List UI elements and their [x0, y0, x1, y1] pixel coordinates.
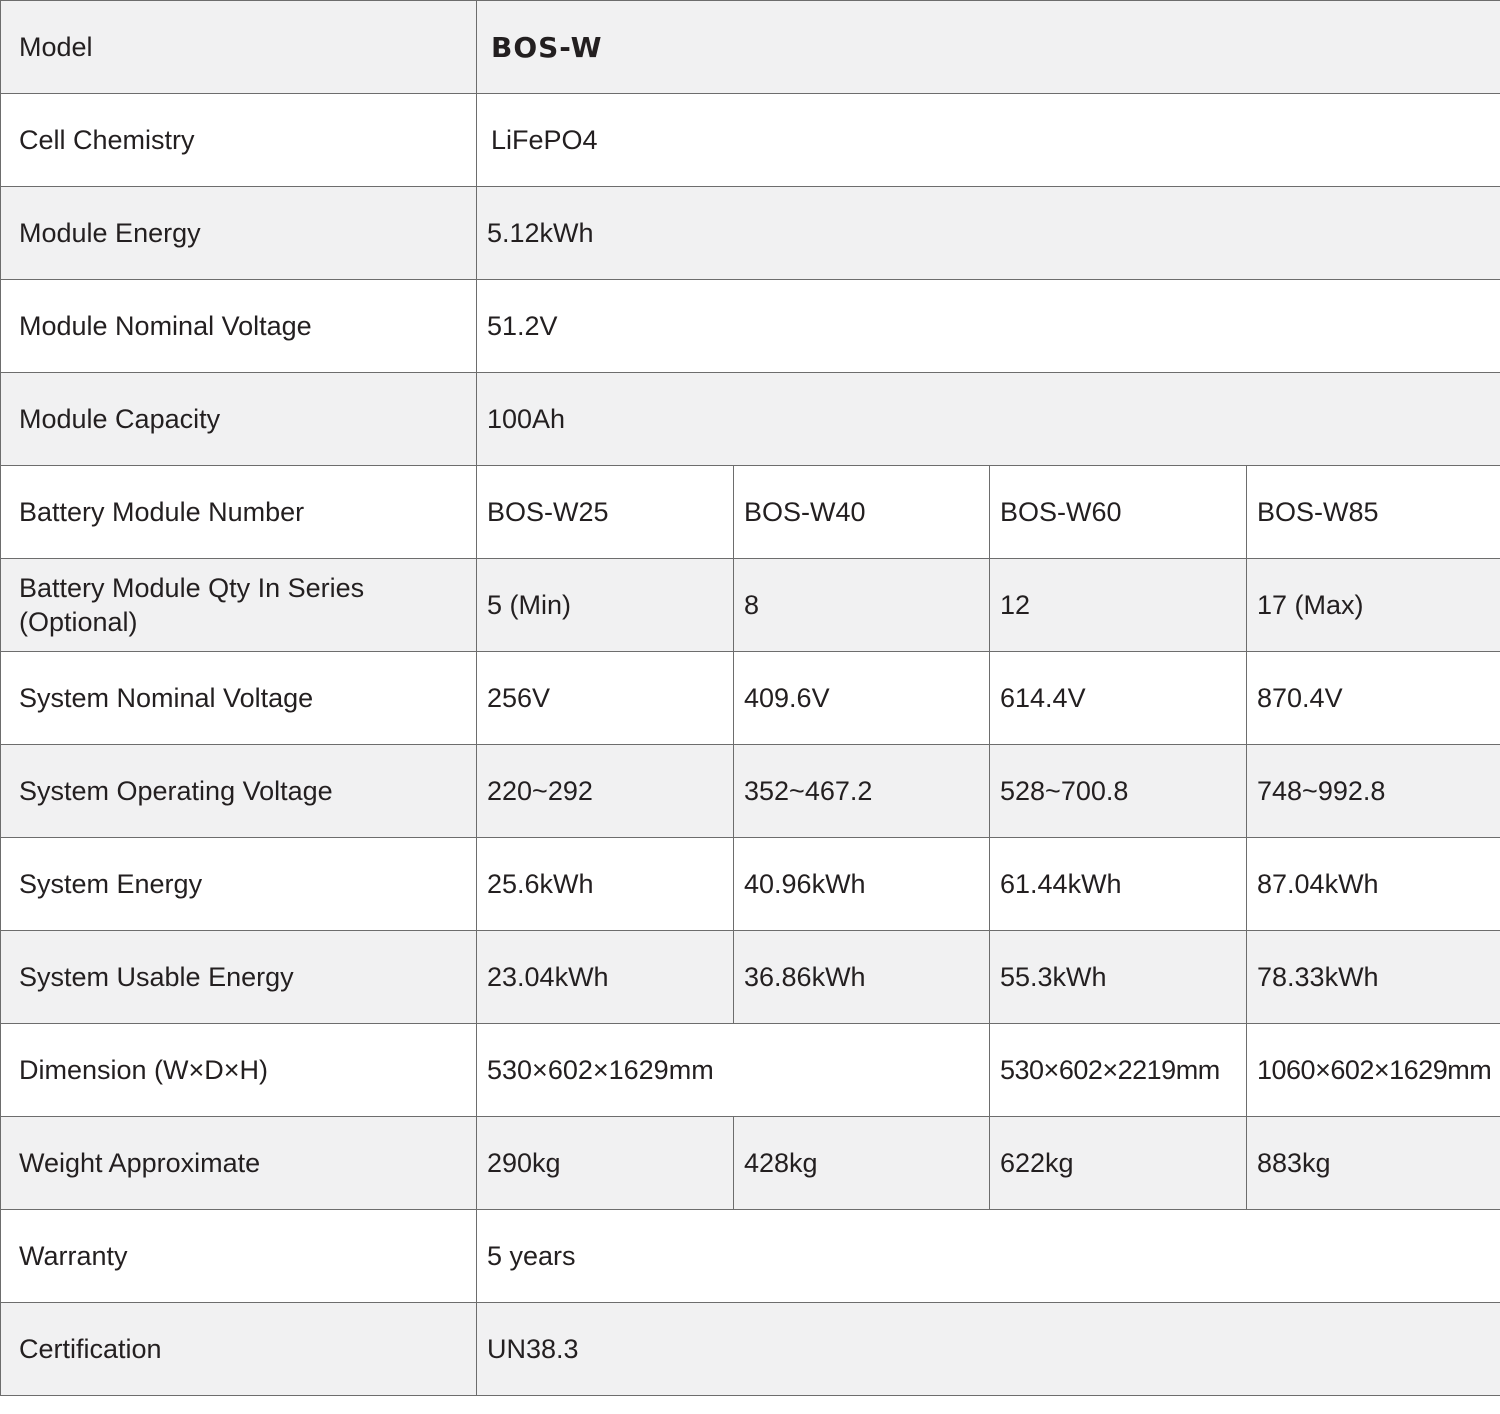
table-cell: BOS-W40 — [734, 466, 990, 559]
table-cell: 622kg — [990, 1117, 1247, 1210]
table-row — [1, 1210, 1500, 1303]
module-nominal-voltage-value: 51.2V — [477, 280, 1500, 373]
row-label-module-capacity: Module Capacity — [1, 373, 477, 466]
table-cell: 748~992.8 — [1247, 745, 1500, 838]
table-cell: 290kg — [477, 1117, 734, 1210]
table-cell: 870.4V — [1247, 652, 1500, 745]
row-label-system-usable-energy: System Usable Energy — [1, 931, 477, 1024]
row-label-module-energy: Module Energy — [1, 187, 477, 280]
table-cell: BOS-W85 — [1247, 466, 1500, 559]
table-cell: 352~467.2 — [734, 745, 990, 838]
table-cell: 78.33kWh — [1247, 931, 1500, 1024]
table-row — [1, 652, 1500, 745]
row-label-system-nominal-voltage: System Nominal Voltage — [1, 652, 477, 745]
table-cell: 23.04kWh — [477, 931, 734, 1024]
table-cell: 5 (Min) — [477, 559, 734, 652]
certification-value: UN38.3 — [477, 1303, 1500, 1396]
table-cell: 530×602×1629mm — [477, 1024, 990, 1117]
table-row — [1, 187, 1500, 280]
table-row — [1, 745, 1500, 838]
table-cell: BOS-W25 — [477, 466, 734, 559]
row-label-system-energy: System Energy — [1, 838, 477, 931]
table-cell: 528~700.8 — [990, 745, 1247, 838]
table-cell: 614.4V — [990, 652, 1247, 745]
table-cell: 87.04kWh — [1247, 838, 1500, 931]
table-cell: 256V — [477, 652, 734, 745]
row-label-model: Model — [1, 1, 477, 94]
table-row — [1, 373, 1500, 466]
module-energy-value: 5.12kWh — [477, 187, 1500, 280]
table-cell: 36.86kWh — [734, 931, 990, 1024]
table-cell: 1060×602×1629mm — [1247, 1024, 1500, 1117]
row-label-battery-module-qty: Battery Module Qty In Series (Optional) — [1, 559, 477, 652]
table-row — [1, 1024, 1500, 1117]
table-cell: 8 — [734, 559, 990, 652]
table-cell: 25.6kWh — [477, 838, 734, 931]
table-row — [1, 1117, 1500, 1210]
table-cell: 530×602×2219mm — [990, 1024, 1247, 1117]
model-name: BOS-W — [491, 30, 603, 64]
table-row — [1, 1, 1500, 94]
row-label-module-nominal-voltage: Module Nominal Voltage — [1, 280, 477, 373]
table-cell: 428kg — [734, 1117, 990, 1210]
row-label-system-operating-voltage: System Operating Voltage — [1, 745, 477, 838]
table-cell: 409.6V — [734, 652, 990, 745]
table-cell: 220~292 — [477, 745, 734, 838]
row-label-weight: Weight Approximate — [1, 1117, 477, 1210]
cell-chemistry-value: LiFePO4 — [477, 94, 1500, 187]
model-value — [477, 1, 1500, 94]
table-cell: 61.44kWh — [990, 838, 1247, 931]
table-row — [1, 280, 1500, 373]
table-row — [1, 838, 1500, 931]
table-cell: 883kg — [1247, 1117, 1500, 1210]
module-capacity-value: 100Ah — [477, 373, 1500, 466]
table-cell: 55.3kWh — [990, 931, 1247, 1024]
row-label-certification: Certification — [1, 1303, 477, 1396]
table-cell: 12 — [990, 559, 1247, 652]
row-label-warranty: Warranty — [1, 1210, 477, 1303]
table-row — [1, 931, 1500, 1024]
table-row — [1, 559, 1500, 652]
table-row — [1, 1303, 1500, 1396]
row-label-cell-chemistry: Cell Chemistry — [1, 94, 477, 187]
table-row — [1, 466, 1500, 559]
warranty-value: 5 years — [477, 1210, 1500, 1303]
table-cell: 17 (Max) — [1247, 559, 1500, 652]
table-row — [1, 94, 1500, 187]
row-label-battery-module-number: Battery Module Number — [1, 466, 477, 559]
row-label-dimension: Dimension (W×D×H) — [1, 1024, 477, 1117]
table-cell: BOS-W60 — [990, 466, 1247, 559]
table-cell: 40.96kWh — [734, 838, 990, 931]
